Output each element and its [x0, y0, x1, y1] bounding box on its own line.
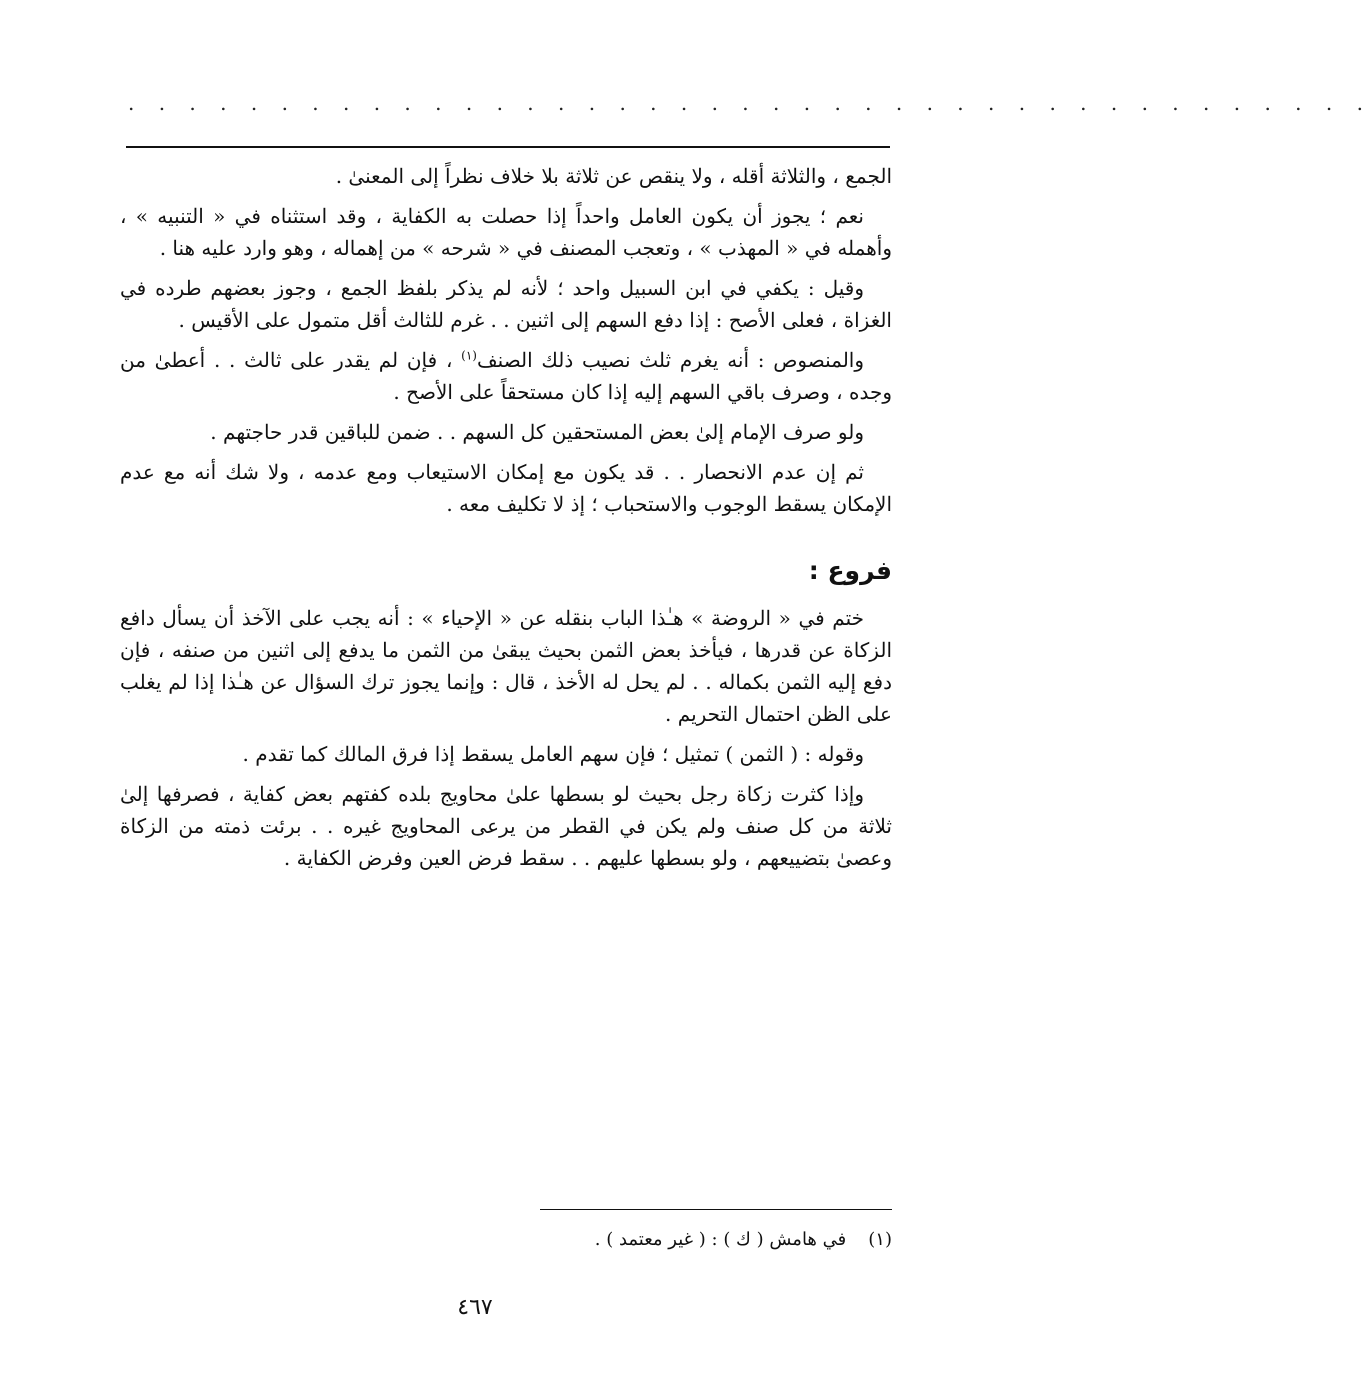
page-number: ٤٦٧	[457, 1295, 493, 1320]
main-text	[120, 160, 892, 882]
footnote	[400, 1226, 892, 1254]
footnote-rule	[540, 1209, 892, 1210]
paragraph-6: ثم إن عدم الانحصار . . قد يكون مع إمكان الاستيعاب ومع عدمه ، ولا شك أنه مع عدم الإمكان يسقط الوجوب والاستحباب ؛ إذ لا تكليف معه .	[120, 460, 892, 516]
paragraph-2: نعم ؛ يجوز أن يكون العامل واحداً إذا حصلت به الكفاية ، وقد استثناه في « التنبيه » ، وأهمله في « المهذب » ، وتعجب المصنف في « شرحه » من إهماله ، وهو وارد عليه هنا .	[120, 204, 892, 260]
header-rule	[126, 146, 890, 148]
footnote-reference[interactable]: (١)	[461, 348, 477, 363]
section-paragraph-1: ختم في « الروضة » هـٰذا الباب بنقله عن « الإحياء » : أنه يجب على الآخذ أن يسأل دافع الزكاة عن قدرها ، فيأخذ بعض الثمن بحيث يبقىٰ من الثمن ما يدفع إلى اثنين من صنفه ، فإن دفع إليه الثمن بكماله . . لم يحل له الأخذ ، قال : وإنما يجوز ترك السؤال عن هـٰذا إذا لم يغلب على الظن احتمال التحريم .	[120, 606, 892, 726]
section-heading: فروع :	[808, 556, 892, 585]
footnote-number: (١)	[868, 1229, 892, 1250]
paragraph-3: وقيل : يكفي في ابن السبيل واحد ؛ لأنه لم يذكر بلفظ الجمع ، وجوز بعضهم طرده في الغزاة ، فعلى الأصح : إذا دفع السهم إلى اثنين . . غرم للثالث أقل متمول على الأقيس .	[120, 276, 892, 332]
paragraph-4	[120, 344, 892, 408]
paragraph-1: الجمع ، والثلاثة أقله ، ولا ينقص عن ثلاثة بلا خلاف نظراً إلى المعنىٰ .	[335, 164, 892, 188]
section-paragraph-2: وقوله : ( الثمن ) تمثيل ؛ فإن سهم العامل يسقط إذا فرق المالك كما تقدم .	[242, 742, 864, 766]
header-dotted-line: . . . . . . . . . . . . . . . . . . . . . . . . . . . . . . . . . . . . . . . . .	[128, 91, 1372, 115]
footnote-text: في هامش ( ك ) : ( غير معتمد ) .	[594, 1229, 847, 1250]
paragraph-4-part-2: ، فإن لم يقدر على ثالث . . أعطىٰ من وجده ، وصرف باقي السهم إليه إذا كان مستحقاً على الأصح .	[120, 348, 892, 404]
paragraph-5: ولو صرف الإمام إلىٰ بعض المستحقين كل السهم . . ضمن للباقين قدر حاجتهم .	[210, 420, 864, 444]
paragraph-4-part-1: والمنصوص : أنه يغرم ثلث نصيب ذلك الصنف	[476, 348, 864, 372]
section-paragraph-3: وإذا كثرت زكاة رجل بحيث لو بسطها علىٰ محاويج بلده كفتهم بعض كفاية ، فصرفها إلىٰ ثلاثة من كل صنف ولم يكن في القطر من يرعى المحاويج غيره . . برئت ذمته من الزكاة وعصىٰ بتضييعهم ، ولو بسطها عليهم . . سقط فرض العين وفرض الكفاية .	[120, 782, 892, 870]
